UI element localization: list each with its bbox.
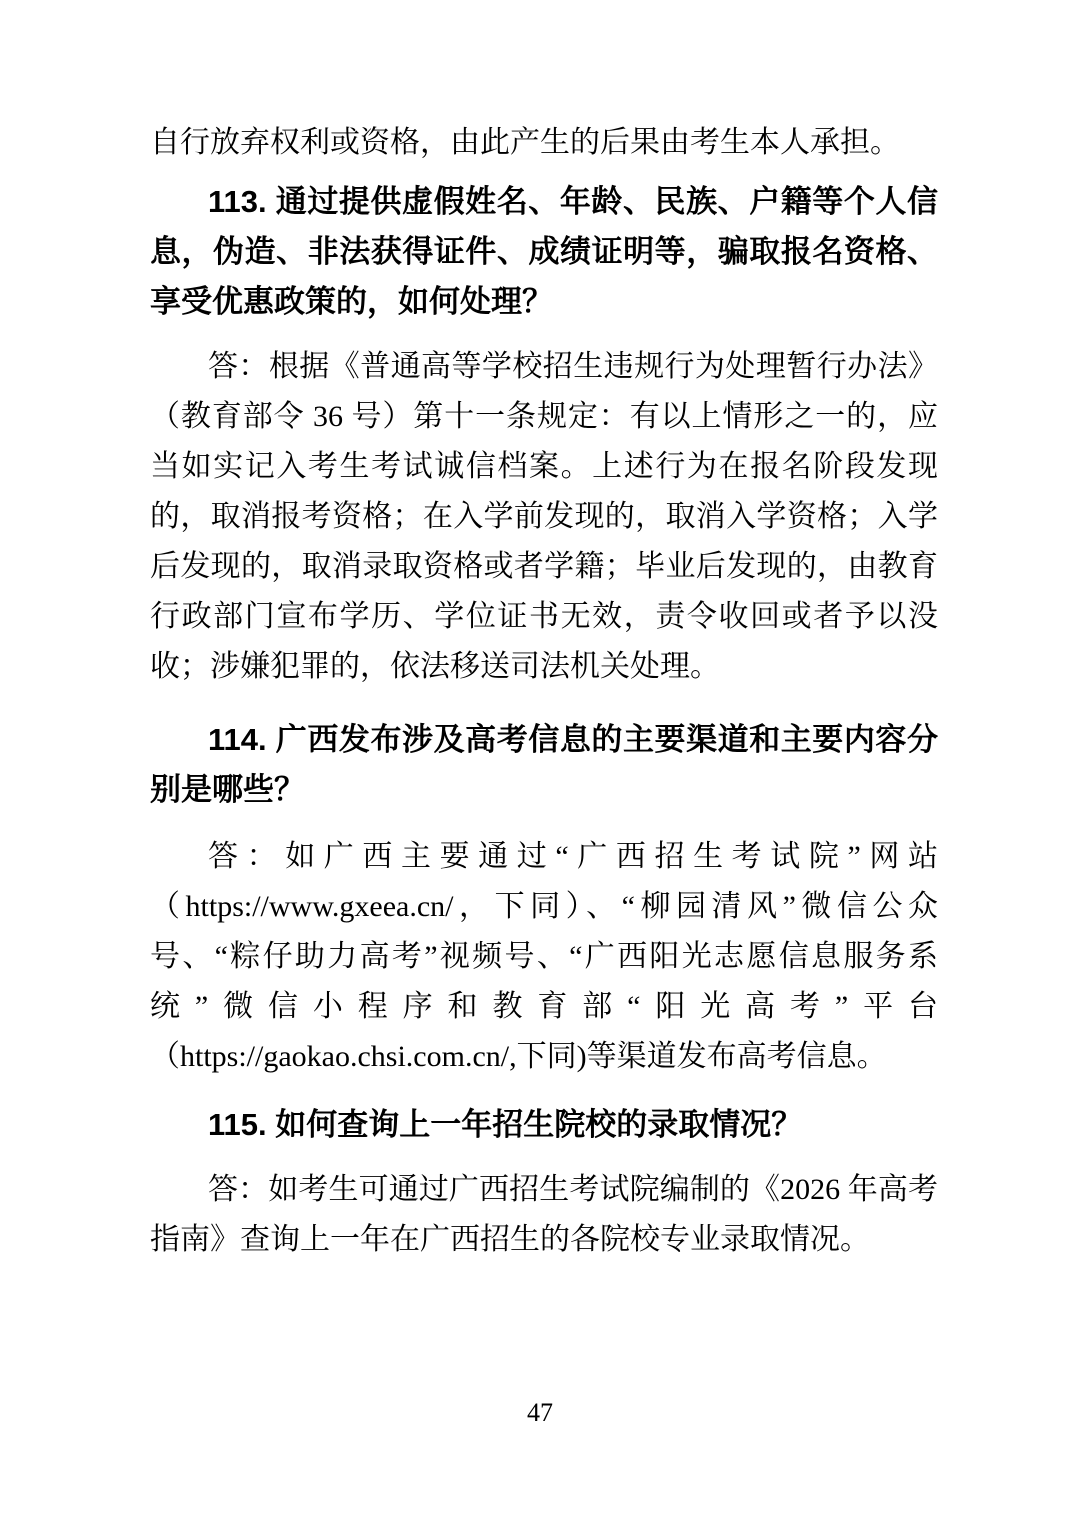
question-115: 115. 如何查询上一年招生院校的录取情况？	[208, 1107, 803, 1142]
answer-113: 答：根据《普通高等学校招生违规行为处理暂行办法》（教育部令 36 号）第十一条规定：有以上情形之一的，应当如实记入考生考试诚信档案。上述行为在报名阶段发现的，取消报考资格；在入学前发现的，取消入学资格；入学后发现的，取消录取资格或者学籍；毕业后发现的，由教育行政部门宣布学历、学位证书无效，责令收回或者予以没收；涉嫌犯罪的，依法移送司法机关处理。	[150, 350, 938, 683]
qa-section-115	[150, 1100, 938, 1265]
paragraph-continuation: 自行放弃权利或资格，由此产生的后果由考生本人承担。	[150, 126, 900, 159]
qa-section-114	[150, 715, 938, 1082]
page-content	[150, 118, 938, 1265]
question-113: 113. 通过提供虚假姓名、年龄、民族、户籍等个人信息，伪造、非法获得证件、成绩证明等，骗取报名资格、享受优惠政策的，如何处理？	[150, 184, 938, 319]
question-114: 114. 广西发布涉及高考信息的主要渠道和主要内容分别是哪些？	[150, 722, 938, 807]
answer-115: 答：如考生可通过广西招生考试院编制的《2026 年高考指南》查询上一年在广西招生的各院校专业录取情况。	[150, 1173, 938, 1256]
page-number: 47	[527, 1398, 553, 1427]
answer-114: 答：如广西主要通过“广西招生考试院”网站（https://www.gxeea.cn/，下同）、“柳园清风”微信公众号、“粽仔助力高考”视频号、“广西阳光志愿信息服务系统”微信小程序和教育部“阳光高考”平台（https://gaokao.chsi.com.cn/,下同)等渠道发布高考信息。	[150, 840, 938, 1073]
qa-section-113	[150, 177, 938, 692]
